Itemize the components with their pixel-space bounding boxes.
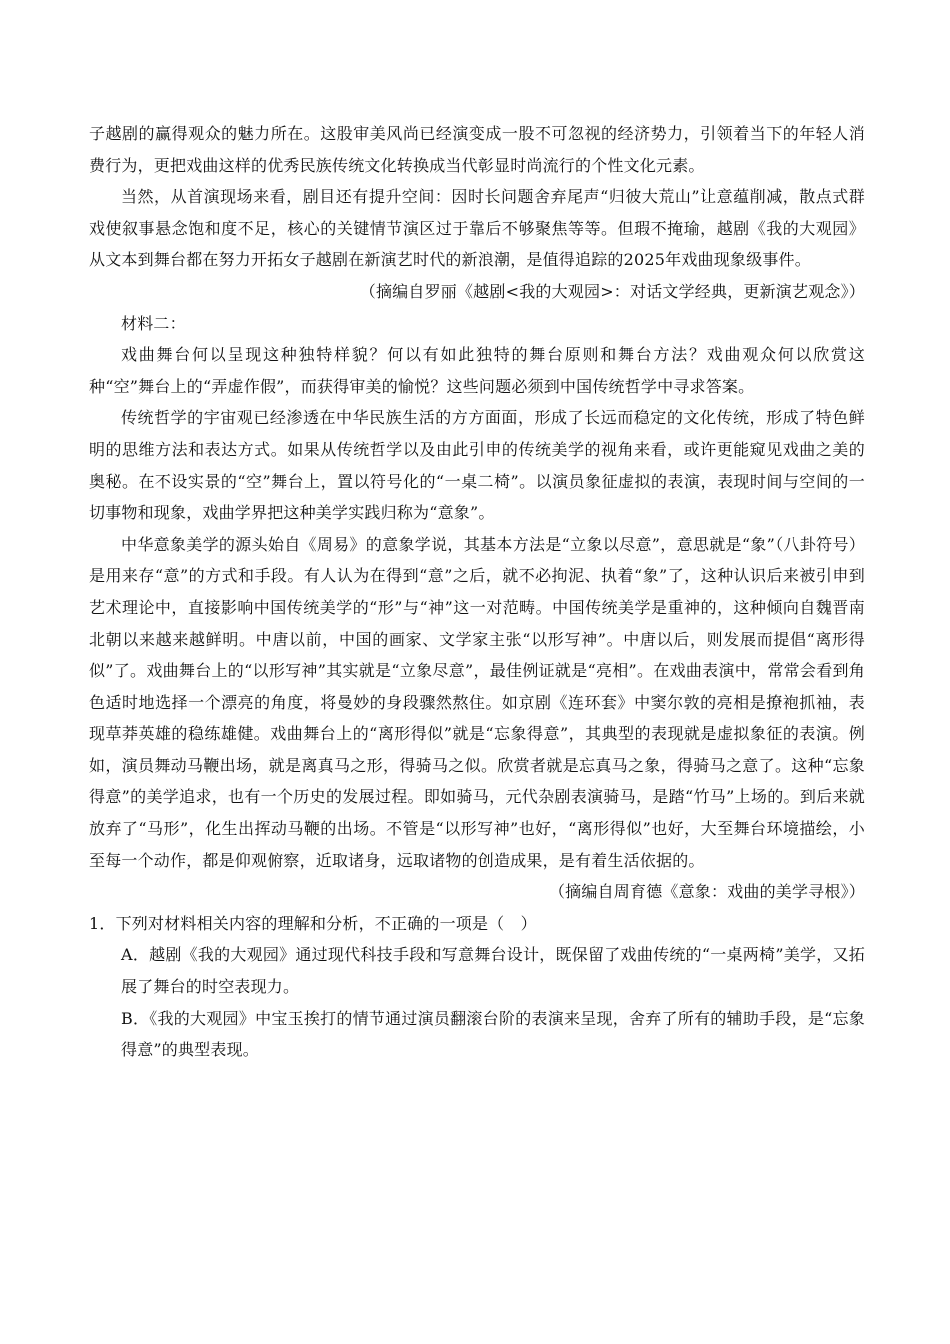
- material-one-paragraph-2: 当然，从首演现场来看，剧目还有提升空间：因时长问题舍弃尾声“归彼大荒山”让意蕴削减，散点式群戏使叙事悬念饱和度不足，核心的关键情节演区过于靠后不够聚焦等等。但瑕不掩瑜，越剧《我的大观园》从文本到舞台都在努力开拓女子越剧在新演艺时代的新浪潮，是值得追踪的2025年戏曲现象级事件。: [89, 187, 865, 270]
- document-body: [89, 118, 865, 1066]
- material-two-source: （摘编自周育德《意象：戏曲的美学寻根》）: [548, 882, 865, 902]
- question-1-stem: 1．下列对材料相关内容的理解和分析，不正确的一项是（ ）: [89, 913, 537, 933]
- question-1-option-a: A．越剧《我的大观园》通过现代科技手段和写意舞台设计，既保留了戏曲传统的“一桌两椅”美学，又拓展了舞台的时空表现力。: [121, 945, 865, 997]
- question-1-option-b: B．《我的大观园》中宝玉挨打的情节通过演员翻滚台阶的表演来呈现，舍弃了所有的辅助手段，是“忘象得意”的典型表现。: [121, 1008, 865, 1060]
- material-one-paragraph-1: 子越剧的赢得观众的魅力所在。这股审美风尚已经演变成一股不可忽视的经济势力，引领着当下的年轻人消费行为，更把戏曲这样的优秀民族传统文化转换成当代彰显时尚流行的个性文化元素。: [89, 124, 865, 175]
- material-two-paragraph-3: 中华意象美学的源头始自《周易》的意象学说，其基本方法是“立象以尽意”，意思就是“象”（八卦符号）是用来存“意”的方式和手段。有人认为在得到“意”之后，就不必拘泥、执着“象”了，这种认识后来被引申到艺术理论中，直接影响中国传统美学的“形”与“神”这一对范畴。中国传统美学是重神的，这种倾向自魏晋南北朝以来越来越鲜明。中唐以前，中国的画家、文学家主张“以形写神”。中唐以后，则发展而提倡“离形得似”了。戏曲舞台上的“以形写神”其实就是“立象尽意”，最佳例证就是“亮相”。在戏曲表演中，常常会看到角色适时地选择一个漂亮的角度，将曼妙的身段骤然熬住。如京剧《连环套》中窦尔敦的亮相是撩袍抓袖，表现草莽英雄的稳练雄健。戏曲舞台上的“离形得似”就是“忘象得意”，其典型的表现就是虚拟象征的表演。例如，演员舞动马鞭出场，就是离真马之形，得骑马之似。欣赏者就是忘真马之象，得骑马之意了。这种“忘象得意”的美学追求，也有一个历史的发展过程。即如骑马，元代杂剧表演骑马，是踏“竹马”上场的。到后来就放弃了“马形”，化生出挥动马鞭的出场。不管是“以形写神”也好，“离形得似”也好，大至舞台环境描绘，小至每一个动作，都是仰观俯察，近取诸身，远取诸物的创造成果，是有着生活依据的。: [89, 534, 865, 870]
- material-two-paragraph-1: 戏曲舞台何以呈现这种独特样貌？何以有如此独特的舞台原则和舞台方法？戏曲观众何以欣赏这种“空”舞台上的“弄虚作假”，而获得审美的愉悦？这些问题必须到中国传统哲学中寻求答案。: [89, 345, 865, 396]
- material-two-heading: 材料二：: [121, 313, 186, 333]
- material-two-paragraph-2: 传统哲学的宇宙观已经渗透在中华民族生活的方方面面，形成了长远而稳定的文化传统，形成了特色鲜明的思维方法和表达方式。如果从传统哲学以及由此引申的传统美学的视角来看，或许更能窥见戏曲之美的奥秘。在不设实景的“空”舞台上，置以符号化的“一桌二椅”。以演员象征虚拟的表演，表现时间与空间的一切事物和现象，戏曲学界把这种美学实践归称为“意象”。: [89, 408, 865, 523]
- material-one-source: （摘编自罗丽《越剧<我的大观园>：对话文学经典，更新演艺观念》）: [359, 281, 865, 301]
